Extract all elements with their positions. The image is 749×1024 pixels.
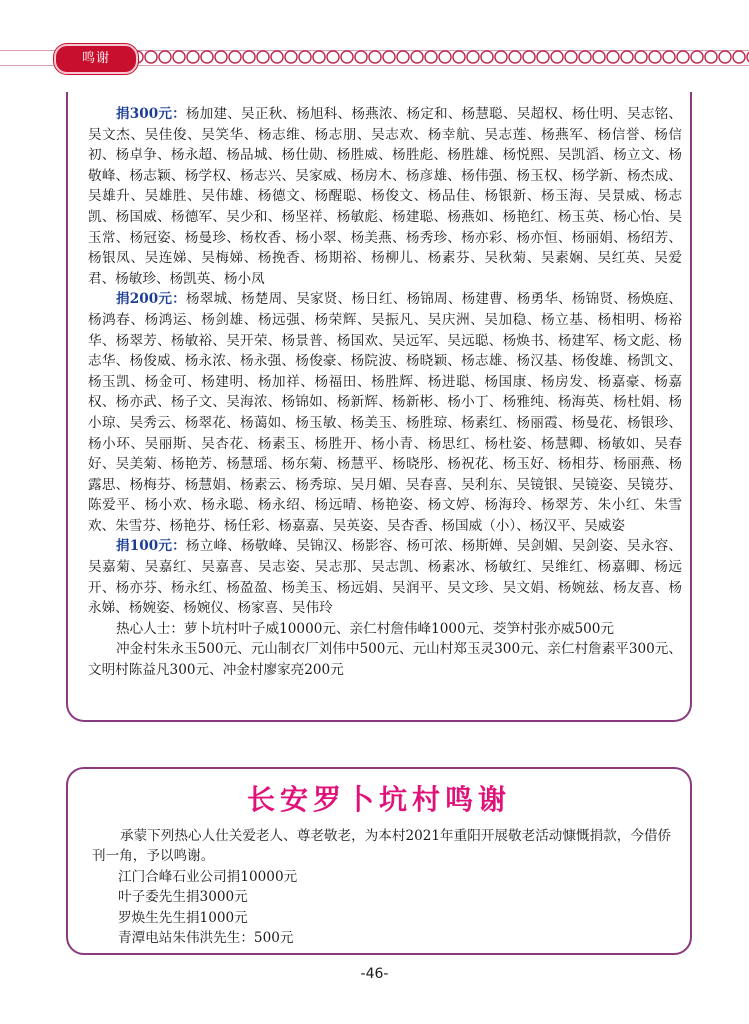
- header-bar: [0, 40, 749, 74]
- donation-group-100: [88, 536, 682, 618]
- donation-group-label: 捐200元：: [116, 291, 186, 308]
- donation-group-300: [88, 104, 682, 289]
- donation-group-names: 杨加建、吴正秋、杨旭科、杨燕浓、杨定和、杨慧聪、吴超权、杨仕明、吴志铭、吴文杰、吴佳俊、吴笑华、杨志维、杨志朋、吴志欢、杨幸航、吴志莲、杨燕军、杨信誉、杨信初、杨卓争、杨永超、杨品城、杨仕勋、杨胜威、杨胜彪、杨胜雄、杨悦熙、吴凯滔、杨立文、杨敬峰、杨志颖、杨学权、杨志兴、吴家威、杨房木、杨彦雄、杨伟强、杨玉权、杨学新、杨杰成、吴雄升、吴雄胜、吴伟雄、杨德文、杨醒聪、杨俊文、杨品佳、杨银新、杨玉海、吴景威、杨志凯、杨国威、杨德军、吴少和、杨坚祥、杨敏彪、杨建聪、杨燕如、杨艳红、杨玉英、杨心怡、吴玉常、杨冠姿、杨曼珍、杨枚香、杨小翠、杨美燕、杨秀珍、杨亦彩、杨亦恒、杨丽娟、杨绍芳、杨银凤、吴连娣、吴梅娣、杨挽香、杨期裕、杨柳儿、杨素芬、吴秋菊、吴素娴、吴红英、吴爱君、杨敏珍、杨凯英、杨小凤: [88, 106, 682, 287]
- donation-group-label: 捐100元：: [116, 538, 186, 555]
- acknowledgement-title: 长安罗卜坑村鸣谢: [246, 783, 511, 816]
- header-decoration: [130, 48, 749, 66]
- section-tag: 鸣谢: [54, 44, 138, 74]
- acknowledgement-body: [92, 826, 677, 948]
- acknowledgement-donor: 江门合峰石业公司捐10000元: [118, 868, 298, 885]
- donation-group-names: 杨立峰、杨敬峰、吴锦汉、杨影容、杨可浓、杨斯婵、吴剑媚、吴剑姿、吴永容、吴嘉菊、吴嘉红、吴嘉喜、吴志姿、吴志那、吴志凯、杨素冰、杨敏红、吴维红、杨嘉卿、杨远开、杨亦芬、杨永红、杨盈盈、杨美玉、杨远娟、吴润平、吴文珍、吴文娟、杨婉兹、杨友喜、杨永娣、杨婉姿、杨婉仪、杨家喜、吴伟玲: [88, 538, 682, 617]
- donation-group-names: 杨翠城、杨楚周、吴家贤、杨日红、杨锦周、杨建曹、杨勇华、杨锦贤、杨焕庭、杨鸿春、杨鸿运、杨剑雄、杨远强、杨荣辉、吴振凡、吴庆洲、吴加稳、杨立基、杨相明、杨裕华、杨翠芳、杨敏裕、吴开荣、杨景普、杨国欢、吴远军、吴远聪、杨焕书、杨建军、杨文彪、杨志华、杨俊威、杨永浓、杨永强、杨俊豪、杨院波、杨晓颖、杨志雄、杨汉基、杨俊雄、杨凯文、杨玉凯、杨金可、杨建明、杨加祥、杨福田、杨胜辉、杨进聪、杨国康、杨房发、杨嘉豪、杨嘉权、杨亦武、杨子文、吴海浓、杨锦如、杨新辉、杨新彬、杨小丁、杨雅纯、杨海英、杨杜娟、杨小琼、吴秀云、杨翠花、杨蔼如、杨玉敏、杨美玉、杨胜琼、杨素红、杨丽霞、杨曼花、杨银珍、杨小环、吴丽斯、吴杏花、杨素玉、杨胜开、杨小青、杨思红、杨杜姿、杨慧卿、杨敏如、吴春好、吴美菊、杨艳芳、杨慧瑶、杨东菊、杨慧平、杨晓彤、杨祝花、杨玉好、杨相芬、杨丽燕、杨露思、杨梅芬、杨慧娟、杨素云、杨秀琼、吴月媚、吴春喜、吴利东、吴镜银、吴镜姿、吴镜芬、陈爱平、杨小欢、杨永聪、杨永绍、杨远晴、杨艳姿、杨文婷、杨海玲、杨翠芳、朱小红、朱雪欢、朱雪芬、杨艳芬、杨任彩、杨嘉嘉、吴英姿、吴杏香、杨国威（小）、杨汉平、吴威姿: [88, 291, 682, 534]
- acknowledgement-intro: 承蒙下列热心人仕关爱老人、尊老敬老，为本村2021年重阳开展敬老活动慷慨捐款，今借侨刊一角，予以鸣谢。: [92, 828, 672, 865]
- hot-hearted-line-1: 热心人士：萝卜坑村叶子威10000元、亲仁村詹伟峰1000元、茭笋村张亦威500元: [116, 620, 615, 637]
- donation-group-label: 捐300元：: [116, 106, 186, 122]
- donation-list: [88, 104, 682, 681]
- acknowledgement-donor: 青潭电站朱伟洪先生：500元: [118, 930, 294, 947]
- acknowledgement-donor: 叶子委先生捐3000元: [118, 889, 248, 906]
- page-number: -46-: [360, 966, 389, 982]
- donation-group-200: [88, 289, 682, 536]
- acknowledgement-donor: 罗焕生先生捐1000元: [118, 909, 248, 926]
- hot-hearted-line-2: 冲金村朱永玉500元、元山制衣厂刘伟中500元、元山村郑玉灵300元、亲仁村詹素平300元、文明村陈益凡300元、冲金村廖家亮200元: [88, 641, 682, 679]
